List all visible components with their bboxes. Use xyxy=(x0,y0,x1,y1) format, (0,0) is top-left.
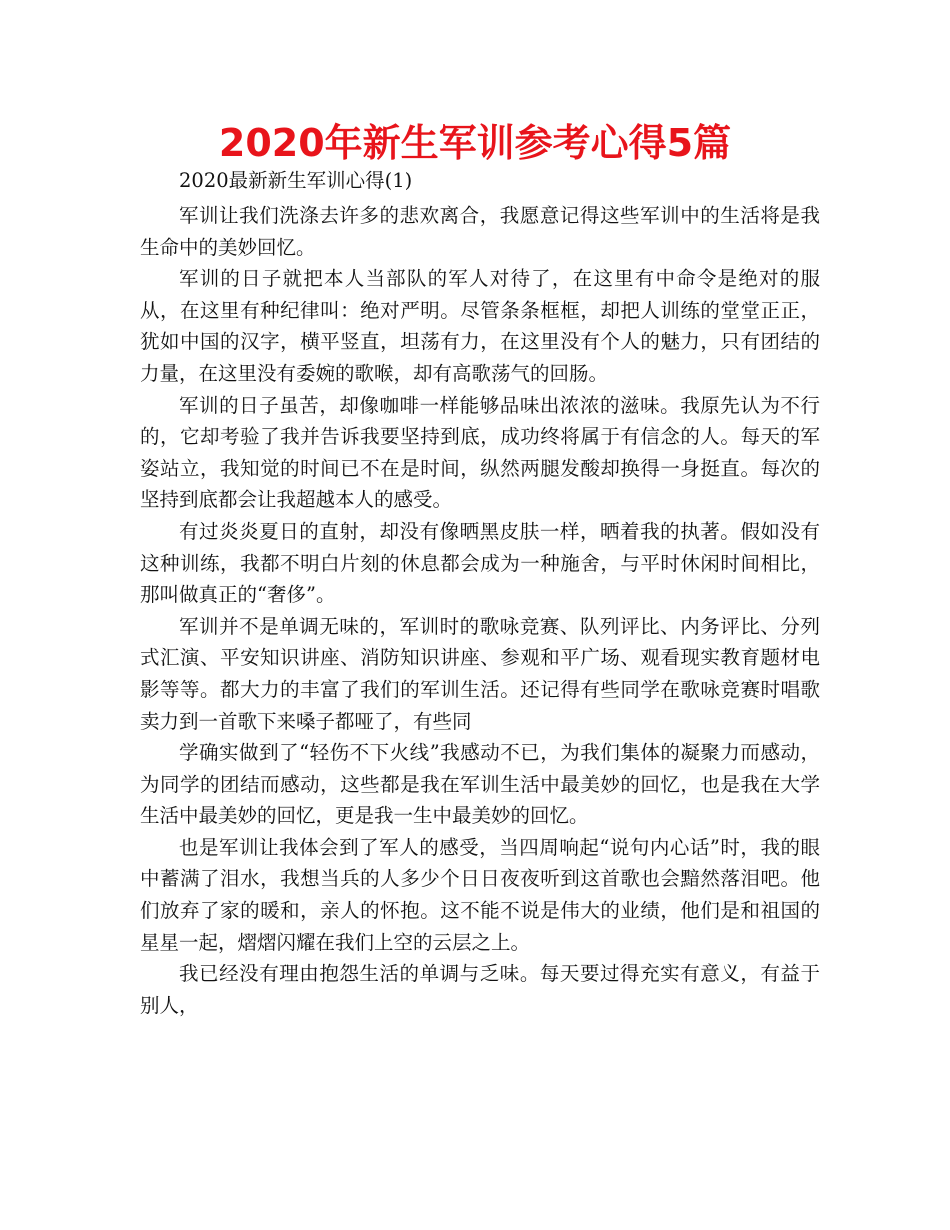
paragraph: 也是军训让我体会到了军人的感受，当四周响起“说句内心话”时，我的眼中蓄满了泪水，我想当兵的人多少个日日夜夜听到这首歌也会黯然落泪吧。他们放弃了家的暖和，亲人的怀抱。这不能不说是伟大的业绩，他们是和祖国的星星一起，熠熠闪耀在我们上空的云层之上。 xyxy=(140,835,820,954)
paragraph: 军训并不是单调无味的，军训时的歌咏竞赛、队列评比、内务评比、分列式汇演、平安知识讲座、消防知识讲座、参观和平广场、观看现实教育题材电影等等。都大力的丰富了我们的军训生活。还记得有些同学在歌咏竞赛时唱歌卖力到一首歌下来嗓子都哑了，有些同 xyxy=(140,614,820,733)
paragraph: 我已经没有理由抱怨生活的单调与乏味。每天要过得充实有意义，有益于别人， xyxy=(140,962,820,1017)
paragraph: 军训的日子虽苦，却像咖啡一样能够品味出浓浓的滋味。我原先认为不行的，它却考验了我并告诉我要坚持到底，成功终将属于有信念的人。每天的军姿站立，我知觉的时间已不在是时间，纵然两腿发酸却换得一身挺直。每次的坚持到底都会让我超越本人的感受。 xyxy=(140,393,820,512)
document-title: 2020年新生军训参考心得5篇 xyxy=(218,121,732,165)
paragraph: 军训让我们洗涤去许多的悲欢离合，我愿意记得这些军训中的生活将是我生命中的美妙回忆。 xyxy=(140,204,820,259)
document-body xyxy=(140,168,820,1021)
paragraph: 军训的日子就把本人当部队的军人对待了，在这里有中命令是绝对的服从，在这里有种纪律叫：绝对严明。尽管条条框框，却把人训练的堂堂正正，犹如中国的汉字，横平竖直，坦荡有力，在这里没有个人的魅力，只有团结的力量，在这里没有委婉的歌喉，却有高歌荡气的回肠。 xyxy=(140,267,820,385)
paragraph: 学确实做到了“轻伤不下火线”我感动不已，为我们集体的凝聚力而感动，为同学的团结而感动，这些都是我在军训生活中最美妙的回忆，也是我在大学生活中最美妙的回忆，更是我一生中最美妙的回忆。 xyxy=(140,741,820,828)
section-subtitle: 2020最新新生军训心得(1) xyxy=(179,169,413,192)
paragraph: 有过炎炎夏日的直射，却没有像晒黑皮肤一样，晒着我的执著。假如没有这种训练，我都不明白片刻的休息都会成为一种施舍，与平时休闲时间相比，那叫做真正的“奢侈”。 xyxy=(140,519,820,607)
